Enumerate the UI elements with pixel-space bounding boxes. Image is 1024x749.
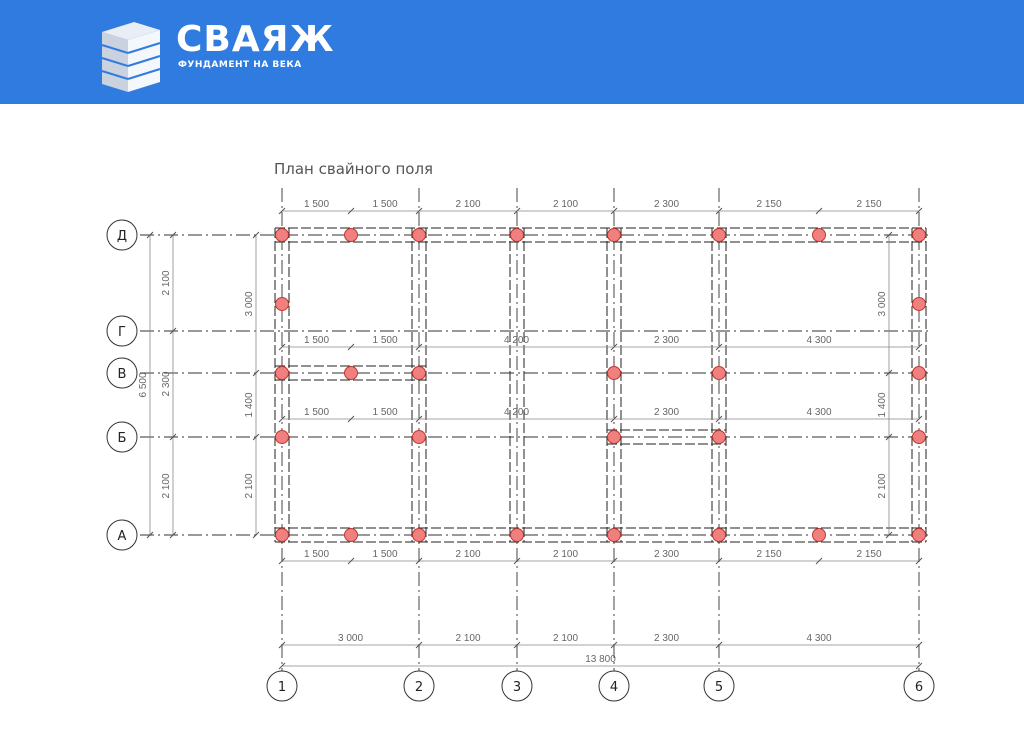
pile-marker xyxy=(913,298,926,311)
dim-left-rows-label: 2 100 xyxy=(161,270,172,296)
header-bar xyxy=(0,0,1024,104)
pile-marker xyxy=(913,431,926,444)
pile-marker xyxy=(276,529,289,542)
dim-top-label: 1 500 xyxy=(303,199,330,210)
dim-row-b-label: 4 300 xyxy=(806,407,832,418)
dim-bottom-label: 2 150 xyxy=(856,549,882,560)
dim-inner-left-label: 3 000 xyxy=(244,291,255,317)
pile-marker xyxy=(345,529,358,542)
pile-marker xyxy=(813,229,826,242)
dim-bottom-label: 2 100 xyxy=(455,549,481,560)
pile-marker xyxy=(608,229,621,242)
pile-marker xyxy=(713,229,726,242)
stacked-blocks-icon xyxy=(98,18,162,94)
axis-label-col-2: 2 xyxy=(414,680,424,695)
dim-top-label: 2 100 xyxy=(455,199,481,210)
axis-label-col-3: 3 xyxy=(512,680,522,695)
axis-label-row-1: Д xyxy=(116,229,128,244)
pile-marker xyxy=(276,431,289,444)
pile-marker xyxy=(413,229,426,242)
dim-row-g-label: 2 300 xyxy=(653,335,680,346)
piles xyxy=(276,229,926,542)
dimension-lines xyxy=(138,199,922,669)
pile-marker xyxy=(813,529,826,542)
dim-inner-right-label: 1 400 xyxy=(877,392,888,418)
dim-inner-left-label: 2 100 xyxy=(244,473,255,499)
pile-marker xyxy=(713,529,726,542)
grid-lines xyxy=(140,188,930,672)
pile-marker xyxy=(608,367,621,380)
dim-top-label: 2 300 xyxy=(653,199,680,210)
dim-top-label: 1 500 xyxy=(372,199,398,210)
pile-marker xyxy=(511,529,524,542)
dim-left-rows-label: 2 300 xyxy=(161,371,172,397)
brand-name: СВАЯЖ xyxy=(176,19,335,60)
dim-bottom-label: 2 100 xyxy=(552,549,579,560)
dim-row-g-label: 4 200 xyxy=(503,335,530,346)
dim-inner-right-label: 3 000 xyxy=(877,291,888,317)
dim-row-g-label: 1 500 xyxy=(303,335,330,346)
dim-bottom-label: 1 500 xyxy=(372,549,398,560)
dim-row-b-label: 1 500 xyxy=(303,407,330,418)
pile-marker xyxy=(276,229,289,242)
pile-marker xyxy=(413,367,426,380)
pile-marker xyxy=(413,431,426,444)
pile-marker xyxy=(713,367,726,380)
dim-row-g-label: 4 300 xyxy=(806,335,832,346)
dim-inner-right-label: 2 100 xyxy=(877,473,888,499)
pile-marker xyxy=(608,431,621,444)
axis-label-row-5: А xyxy=(117,529,127,544)
axis-label-col-4: 4 xyxy=(609,680,619,695)
dim-row-b-label: 4 200 xyxy=(503,407,530,418)
dim-bottom-label: 2 300 xyxy=(653,549,680,560)
axis-markers xyxy=(107,220,934,701)
axis-label-col-6: 6 xyxy=(914,680,924,695)
dim-bottom-label: 2 150 xyxy=(756,549,782,560)
pile-marker xyxy=(345,229,358,242)
pile-field-plan xyxy=(0,104,1024,749)
axis-label-row-2: Г xyxy=(118,325,126,340)
dim-row-b-label: 1 500 xyxy=(372,407,398,418)
pile-marker xyxy=(913,229,926,242)
dim-axis-spans-label: 2 100 xyxy=(455,633,481,644)
dim-row-g-label: 1 500 xyxy=(372,335,398,346)
dim-axis-spans-label: 4 300 xyxy=(806,633,832,644)
dim-top-label: 2 100 xyxy=(552,199,579,210)
axis-label-col-5: 5 xyxy=(714,680,724,695)
axis-label-col-1: 1 xyxy=(277,680,287,695)
axis-label-row-4: Б xyxy=(117,431,127,446)
dim-total-label: 13 800 xyxy=(585,654,616,665)
plan-title: План свайного поля xyxy=(274,160,434,178)
dim-top-label: 2 150 xyxy=(856,199,882,210)
pile-marker xyxy=(276,367,289,380)
pile-marker xyxy=(608,529,621,542)
pile-marker xyxy=(913,529,926,542)
dim-inner-left-label: 1 400 xyxy=(244,392,255,418)
axis-label-row-3: В xyxy=(117,367,127,382)
dim-left-outer-label: 6 500 xyxy=(138,372,149,398)
dim-axis-spans-label: 2 100 xyxy=(552,633,579,644)
dim-axis-spans-label: 3 000 xyxy=(337,633,364,644)
brand-tagline: ФУНДАМЕНТ НА ВЕКА xyxy=(178,60,302,70)
dim-axis-spans-label: 2 300 xyxy=(653,633,680,644)
dim-left-rows-label: 2 100 xyxy=(161,473,172,499)
foundation-beams xyxy=(275,228,926,542)
pile-marker xyxy=(511,229,524,242)
dim-top-label: 2 150 xyxy=(756,199,782,210)
pile-marker xyxy=(276,298,289,311)
pile-marker xyxy=(913,367,926,380)
pile-marker xyxy=(713,431,726,444)
pile-marker xyxy=(345,367,358,380)
pile-marker xyxy=(413,529,426,542)
dim-row-b-label: 2 300 xyxy=(653,407,680,418)
dim-bottom-label: 1 500 xyxy=(303,549,330,560)
